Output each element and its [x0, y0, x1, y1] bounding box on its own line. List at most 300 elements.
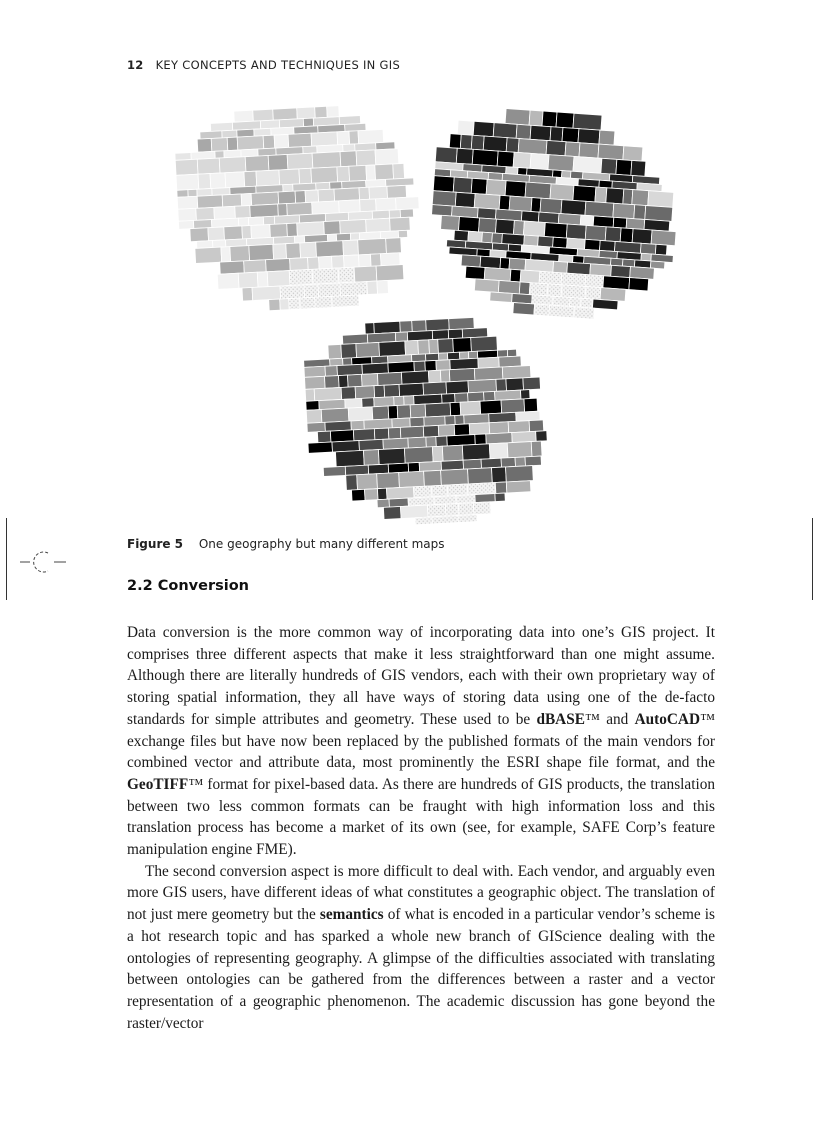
map-parcel [629, 278, 649, 291]
figure-label: Figure 5 [127, 537, 184, 551]
map-parcel [472, 149, 498, 166]
map-parcel [464, 414, 489, 424]
map-parcel [573, 185, 596, 201]
map-parcel [312, 201, 340, 214]
map-parcel [497, 350, 507, 358]
map-parcel [337, 131, 350, 145]
map-parcel [321, 408, 349, 422]
map-parcel [374, 397, 394, 407]
map-parcel [558, 213, 581, 225]
map-parcel [497, 151, 514, 167]
map-parcel [305, 389, 315, 401]
map-parcel [283, 184, 293, 192]
map-parcel [257, 272, 268, 288]
map-parcel [456, 495, 475, 504]
map-parcel [590, 264, 612, 276]
map-parcel [429, 339, 439, 353]
map-parcel [344, 255, 360, 268]
map-parcel [530, 125, 551, 140]
map-parcel [567, 262, 591, 275]
section-heading: 2.2 Conversion [127, 578, 249, 594]
map-parcel [529, 420, 544, 432]
map-parcel [462, 444, 490, 460]
map-parcel [280, 299, 290, 310]
map-parcel [308, 442, 332, 453]
map-parcel [508, 421, 530, 433]
map-parcel [253, 109, 274, 121]
map-parcel [280, 285, 305, 299]
map-parcel [465, 266, 485, 279]
map-parcel [377, 473, 400, 489]
map-parcel [525, 182, 551, 199]
page-number: 12 [127, 58, 144, 72]
map-parcel [219, 157, 246, 173]
map-parcel [502, 234, 525, 246]
map-parcel [509, 196, 532, 212]
map-parcel [623, 146, 643, 161]
map-parcel [366, 165, 376, 180]
map-parcel [492, 233, 503, 244]
paragraph: The second conversion aspect is more difficult to deal with. Each vendor, and arguably even more GIS users, have different ideas of what constitutes a geographic object. The translation of not just mere geometry but the semantics of what is encoded in a particular vendor’s scheme is a hot research topic and has sparked a whole new branch of GIScience dealing with the ontologies of representing geography. A glimpse of the difficulties associated with translating between ontologies can be gathered from the differences between a raster and a vector representation of a geographic phenomenon. The academic discussion has gone beyond the raster/vector [127, 862, 715, 1032]
map-parcel [400, 321, 413, 333]
map-parcel [440, 370, 450, 382]
map-parcel [553, 261, 568, 273]
map-parcel [550, 127, 563, 142]
map-parcel [241, 149, 258, 157]
map-parcel [395, 332, 407, 342]
map-parcel [441, 469, 469, 485]
map-parcel [630, 267, 655, 280]
map-parcel [640, 243, 656, 254]
map-parcel [340, 219, 367, 233]
map-parcel [585, 239, 601, 250]
map-parcel [531, 441, 542, 457]
map-parcel [521, 211, 539, 222]
map-parcel [483, 136, 507, 152]
term-autocad: AutoCAD [634, 710, 700, 728]
map-parcel [401, 371, 429, 384]
map-parcel [489, 443, 508, 459]
map-parcel [377, 488, 387, 499]
map-parcel [314, 387, 342, 400]
map-parcel [573, 256, 584, 264]
map-parcel [447, 352, 459, 360]
map-parcel [352, 489, 366, 501]
map-parcel [447, 484, 468, 496]
map-parcel [507, 349, 516, 356]
map-parcel [197, 188, 212, 196]
map-parcel [339, 375, 349, 387]
map-parcel [390, 217, 411, 231]
map-parcel [222, 130, 237, 138]
map-parcel [242, 288, 253, 302]
map-parcel [611, 265, 631, 277]
map-parcel [372, 210, 389, 219]
map-parcel [489, 422, 509, 434]
map-parcel [530, 153, 549, 169]
map-parcel [509, 258, 526, 270]
map-parcel [392, 418, 410, 428]
map-parcel [467, 483, 496, 495]
map-parcel [197, 195, 223, 208]
map-parcel [651, 230, 676, 246]
map-parcel [408, 437, 426, 448]
map-parcel [318, 189, 335, 202]
map-parcel [378, 448, 405, 464]
map-parcel [475, 434, 487, 445]
map-parcel [468, 392, 484, 402]
map-parcel [334, 188, 360, 201]
map-parcel [468, 468, 493, 484]
map-parcel [539, 271, 562, 285]
map-parcel [459, 217, 480, 232]
map-parcel [423, 382, 447, 395]
map-parcel [345, 398, 362, 408]
map-parcel [237, 136, 264, 150]
map-parcel [408, 462, 419, 472]
map-parcel [474, 367, 503, 380]
map-parcel [197, 241, 213, 249]
map-parcel [606, 188, 624, 204]
map-parcel [505, 181, 526, 197]
map-parcel [562, 128, 579, 143]
map-parcel [316, 182, 330, 190]
map-parcel [175, 153, 191, 161]
map-parcel [404, 447, 433, 463]
map-parcel [601, 158, 617, 174]
map-parcel [338, 267, 355, 283]
map-parcel [289, 298, 301, 310]
map-parcel [585, 275, 604, 288]
map-parcel [468, 379, 497, 392]
map-parcel [197, 158, 220, 174]
map-parcel [303, 146, 317, 154]
map-parcel [384, 384, 400, 397]
map-parcel [592, 299, 618, 310]
map-parcel [427, 504, 446, 517]
map-parcel [388, 362, 414, 373]
map-parcel [234, 110, 254, 122]
map-parcel [295, 191, 306, 204]
map-parcel [580, 215, 594, 226]
map-parcel [337, 364, 362, 375]
map-parcel [349, 165, 367, 181]
map-parcel [342, 334, 367, 344]
map-parcel [480, 400, 502, 414]
map-parcel [176, 174, 199, 190]
map-parcel [506, 138, 519, 153]
map-parcel [263, 135, 275, 149]
map-parcel [330, 182, 342, 190]
map-parcel [290, 258, 309, 271]
map-parcel [380, 253, 400, 266]
map-parcel [498, 280, 520, 293]
map-parcel [387, 185, 407, 198]
map-parcel [410, 417, 424, 427]
map-parcel [516, 411, 540, 421]
map-parcel [573, 113, 602, 130]
map-parcel [414, 361, 426, 372]
map-parcel [623, 189, 633, 205]
map-parcel [578, 129, 600, 144]
map-parcel [190, 228, 209, 242]
registration-mark [20, 550, 66, 580]
map-parcel [304, 284, 319, 298]
crop-mark-right-vertical [812, 518, 813, 600]
map-parcel [318, 283, 341, 297]
map-parcel [279, 169, 300, 185]
map-parcel [349, 131, 359, 144]
map-parcel [196, 207, 215, 220]
map-parcel [405, 340, 419, 355]
map-parcel [634, 205, 646, 220]
map-parcel [433, 176, 454, 192]
map-parcel [222, 194, 242, 207]
map-parcel [327, 234, 336, 241]
map-parcel [394, 396, 404, 406]
running-title: KEY CONCEPTS AND TECHNIQUES IN GIS [155, 58, 401, 72]
map-parcel [426, 319, 450, 331]
map-parcel [593, 216, 614, 227]
map-parcel [274, 134, 289, 148]
map-parcel [496, 379, 507, 392]
map-parcel [486, 179, 506, 195]
map-parcel [450, 402, 461, 416]
map-parcel [419, 461, 441, 471]
map-parcel [269, 299, 281, 311]
map-parcel [347, 374, 362, 387]
map-parcel [375, 149, 399, 165]
map-light [172, 100, 424, 318]
map-parcel [455, 192, 475, 207]
map-parcel [538, 236, 554, 247]
map-parcel [457, 120, 474, 135]
map-parcel [513, 152, 531, 168]
map-parcel [458, 503, 474, 516]
map-parcel [438, 425, 455, 437]
map-parcel [397, 405, 411, 419]
map-parcel [603, 276, 630, 290]
map-parcel [445, 416, 455, 426]
map-parcel [317, 431, 331, 443]
map-parcel [193, 220, 211, 229]
map-parcel [312, 268, 339, 284]
map-parcel [455, 393, 468, 403]
map-parcel [516, 124, 531, 139]
map-parcel [245, 155, 269, 171]
map-parcel [515, 457, 525, 467]
map-parcel [339, 116, 360, 125]
map-parcel [238, 218, 248, 227]
map-parcel [312, 152, 341, 168]
map-parcel [383, 438, 408, 449]
map-parcel [375, 164, 394, 180]
map-parcel [249, 244, 274, 260]
map-parcel [598, 144, 624, 160]
map-parcel [288, 133, 312, 147]
map-parcel [241, 193, 252, 206]
map-parcel [599, 130, 615, 145]
map-parcel [505, 109, 530, 126]
map-parcel [359, 439, 383, 450]
map-parcel [632, 229, 652, 244]
running-header [127, 58, 400, 72]
map-parcel [266, 259, 291, 272]
map-parcel [425, 403, 451, 417]
map-parcel [350, 233, 359, 240]
map-parcel [605, 227, 621, 242]
map-parcel [436, 360, 451, 371]
map-parcel [355, 386, 375, 399]
map-parcel [377, 372, 402, 385]
map-parcel [553, 237, 568, 248]
map-parcel [529, 110, 543, 126]
map-parcel [213, 240, 226, 248]
map-parcel [358, 254, 371, 267]
map-parcel [600, 240, 616, 251]
map-parcel [616, 159, 632, 175]
map-parcel [426, 437, 437, 448]
map-parcel [332, 441, 359, 452]
map-parcel [473, 502, 491, 515]
map-parcel [432, 205, 453, 216]
map-parcel [303, 118, 313, 127]
map-parcel [474, 194, 500, 210]
term-semantics: semantics [319, 906, 384, 924]
map-parcel [538, 212, 559, 223]
map-parcel [198, 174, 211, 190]
map-parcel [501, 457, 515, 467]
map-parcel [599, 180, 612, 188]
map-parcel [399, 383, 424, 396]
map-parcel [432, 446, 443, 462]
map-parcel [600, 288, 626, 302]
map-parcel [460, 134, 472, 149]
map-parcel [374, 321, 401, 333]
map-parcel [632, 190, 649, 206]
map-parcel [449, 134, 461, 149]
map-parcel [449, 317, 475, 329]
map-parcel [454, 230, 469, 241]
map-parcel [386, 178, 414, 186]
map-parcel [556, 112, 574, 128]
map-parcel [412, 320, 427, 332]
map-parcel [613, 203, 635, 218]
map-parcel [561, 200, 586, 216]
map-parcel [432, 330, 448, 340]
map-parcel [468, 231, 483, 242]
map-parcel [343, 144, 355, 152]
map-parcel [300, 242, 317, 258]
map-parcel [486, 433, 512, 444]
map-parcel [442, 394, 455, 404]
map-parcel [544, 223, 567, 239]
map-parcel [424, 416, 445, 426]
map-parcel [565, 142, 580, 157]
map-parcel [495, 493, 505, 502]
map-parcel [260, 120, 279, 129]
map-parcel [369, 186, 388, 199]
map-parcel [553, 296, 571, 306]
map-parcel [400, 209, 413, 218]
map-parcel [248, 217, 263, 226]
map-parcel [386, 487, 414, 499]
map-parcel [210, 173, 226, 189]
map-parcel [424, 470, 442, 486]
map-parcel [574, 307, 595, 319]
map-parcel [366, 218, 391, 232]
map-parcel [462, 328, 487, 338]
map-parcel [332, 295, 360, 307]
map-parcel [357, 474, 378, 490]
map-parcel [435, 147, 457, 163]
figure-caption-text: One geography but many different maps [198, 537, 445, 551]
map-parcel [567, 238, 586, 249]
map-parcel [367, 281, 378, 295]
map-parcel [197, 138, 212, 152]
map-parcel [386, 238, 402, 254]
map-parcel [372, 406, 389, 420]
map-parcel [305, 376, 326, 389]
map-parcel [458, 515, 477, 523]
map-parcel [341, 344, 357, 359]
map-parcel [178, 208, 197, 221]
map-parcel [389, 498, 408, 507]
map-parcel [518, 139, 547, 155]
term-geotiff: GeoTIFF [127, 775, 189, 793]
map-parcel [529, 283, 548, 296]
map-parcel [438, 339, 454, 354]
map-parcel [460, 401, 481, 415]
map-parcel [388, 463, 408, 473]
map-parcel [286, 243, 301, 259]
map-parcel [399, 471, 425, 487]
map-parcel [495, 482, 507, 494]
map-parcel [289, 269, 313, 285]
map-parcel [481, 458, 501, 468]
map-parcel [531, 198, 541, 213]
map-parcel [410, 404, 426, 418]
map-parcel [501, 399, 525, 413]
map-parcel [482, 232, 493, 243]
map-parcel [471, 135, 484, 150]
map-parcel [441, 215, 460, 230]
map-parcel [376, 265, 404, 281]
map-parcel [579, 143, 599, 158]
map-parcel [330, 430, 354, 442]
map-parcel [412, 354, 426, 362]
map-parcel [250, 204, 279, 217]
map-parcel [425, 353, 438, 361]
map-parcel [524, 235, 539, 246]
map-parcel [471, 336, 498, 351]
map-parcel [550, 184, 574, 201]
map-parcel [453, 338, 472, 353]
map-parcel [273, 244, 287, 260]
map-parcel [463, 459, 481, 469]
map-parcel [459, 352, 468, 359]
map-parcel [346, 475, 358, 491]
map-parcel [287, 202, 313, 215]
map-parcel [356, 342, 380, 357]
map-parcel [178, 220, 193, 229]
map-parcel [585, 225, 606, 240]
map-parcel [328, 344, 342, 359]
map-parcel [353, 429, 375, 441]
map-parcel [542, 111, 557, 127]
map-parcel [177, 196, 198, 209]
map-parcel [495, 219, 514, 234]
